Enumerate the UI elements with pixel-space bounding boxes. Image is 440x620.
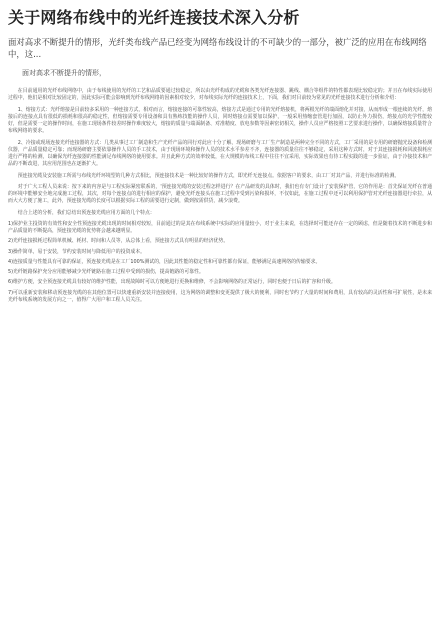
list-item: 5)光纤链路保护充分应用能够减少光纤链路在施工过程中受到的损伤，提高链路的可靠性。 xyxy=(8,269,204,275)
section-heading: 面对高求不断提升的情形， xyxy=(22,69,106,77)
list-item: 2)光纤连接损耗过程简单机械、耗材、时间和人员等，从总体上看，预连接方式具有明显的经济优势。 xyxy=(8,238,229,245)
paragraph-fusion-splice: 1、熔接方式：光纤熔接是目前较多采用的一种连接方式，相对而言，熔接连接的可靠性较高，熔接方式是通过专用的光纤熔接机，将两根光纤的端面熔化并对接，从而形成一根连续的光纤，熔接后的连接点具有很低的损耗和很高的稳定性，但熔接需要专用设备和具有熟练技能的操作人员，同时熔接点需要加以保护，一般采用热缩套管进行加固，以防止外力损伤，熔接点的光学性能较好，但是需要一定的操作时间，在施工现场条件较差时操作难度较大，熔接的质量与端面制备、对准精度、放电参数等因素密切相关，操作人员应严格按照工艺要求进行操作，以确保熔接质量符合布线网络的要求。 xyxy=(8,106,432,135)
paragraph-installation: 对于广大工程人员来说：按下来的内容是与工程实际紧密联系的，'预连接光缆的安装过程怎样进行？在产品研发的具体时，我们也有专门设计了安装保护管，它的作用是：首先保证光纤在普通的环境中能够安全地完成施工过程，其次，对每个连接点的进行相应的保护，避免光纤连接头在施工过程中受到污染和损坏，不仅如此，在施工过程中还可以利用保护管对光纤连接器进行牵拉，从而大大方便了施工，此外，预连接光缆的长度可以根据实际工程的需要进行定制，做到按需供货，减少浪费。 xyxy=(8,183,432,205)
paragraph-field-connector: 2、冷接或现场连接光纤连接器的方式：几类从事过工厂制造和生产光纤产品的同行对此应十分了解，现场研磨与工厂生产制造是两种完全不同的方式，工厂采用的是专用的研磨抛光设备和检测仪器，产品质量稳定可靠；而现场研磨主要依靠操作人员的手工技术，由于现场环境和操作人员的技术水平参差不齐，连接器的质量往往不够稳定，采用这种方式时，对于其连接损耗和回波损耗应进行严格的检测，以确保光纤连接器的性能满足布线网络的使用要求。并且此种方式的效率较低，在大规模的布线工程中往往不宜采用，实际效果也有待工程实践的进一步验证，由于冷接技术和产品的不断改进，其应用范围也在逐渐扩大。 xyxy=(8,139,432,168)
list-item: 3)操作简单，易于安装，节约安装时间与降低用户的投资成本。 xyxy=(8,248,146,255)
paragraph-overview: 在目前通用的光纤布线网络中，由于布线使用的光纤的工艺和品质要通过较稳定，所以由光纤构成的光缆和各类光纤连接器、跳线、耦合等组件的特性都表现比较稳定的；并且在布线实际使用过程中，他们是相对比较固定的，因此实际可能会影响到光纤布线网络的因素相对较少，对布线实际光纤的连接技术上，下面，我们对目前较为常见的光纤连接技术进行分析和介绍： xyxy=(8,88,432,102)
list-item: 4)连接质量与性能具有可靠的保证，预连接光缆是在工厂100%测试的，因此其性能的稳定性和可靠性都有保证，能够满足高速网络的传输要求。 xyxy=(8,258,321,265)
paragraph-preterminated: 预连接光缆及安装施工所需与布线光纤环境型的几种方式相比，预连接技术是一种比较好的操作方式，即光纤无连接点。依据客户的要求，由工厂对其产品，并进行标准的检测。 xyxy=(17,172,400,179)
paragraph-summary: 结合上述的分析，我们总结出预连接光缆应用方面的几个特点： xyxy=(17,209,155,216)
list-item: 6)维护方便，安全预连接光缆具有较好的维护性能，出现故障时可以方便地进行更换和维修，不会影响网络的正常运行，同时也便于日后的扩容和升级。 xyxy=(8,279,336,286)
article-intro: 面对高求不断提升的情形，光纤类布线产品已经变为网络布线设计的不可缺少的一部分，被广泛的应用在布线网络中，这... xyxy=(8,37,427,59)
list-item: 1)保护业主投资的有效性和安全性预连接光缆出现的时间相对较短，目前通过的是其在布线系统中实际的应用量较小，对于业主来说，在选择时可能还存在一定的顾虑，但是随着技术的不断进步和产品质量的不断提高，预连接光缆的优势将会越来越明显。 xyxy=(8,220,432,234)
article-body xyxy=(8,36,432,304)
list-item: 7)可以重新安装和移动预连接光缆的在其他位置可以快速重新安装并连接使用，这为网络的调整和变更提供了极大的便利，同时也节约了大量的时间和费用，具有较高的灵活性和可扩展性，是未来光纤布线系统的发展方向之一，值得广大用户和工程人员关注。 xyxy=(8,289,432,303)
article-title: 关于网络布线中的光纤连接技术深入分析 xyxy=(8,8,300,27)
